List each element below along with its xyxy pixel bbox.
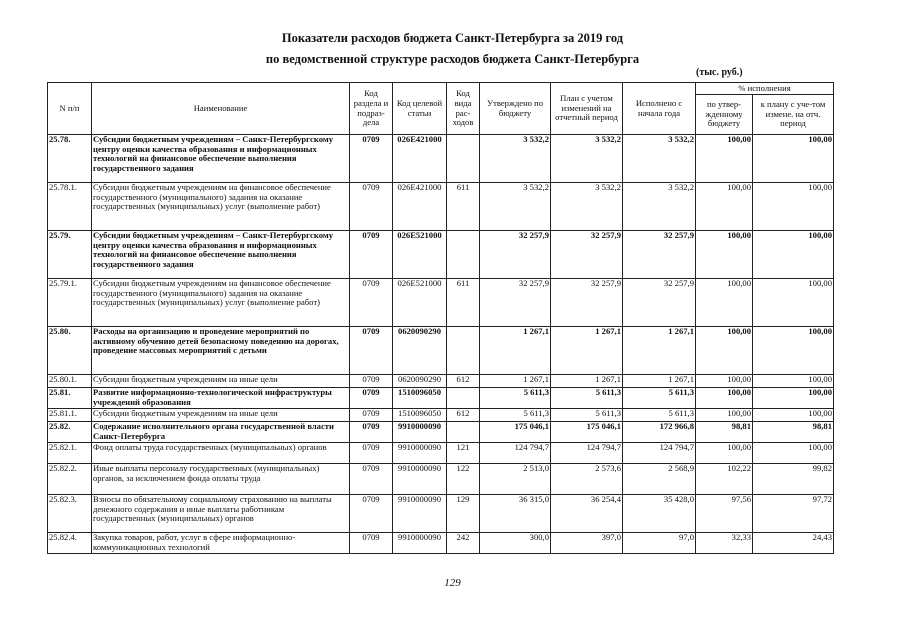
- row-approved-cell: 175 046,1: [480, 422, 551, 443]
- row-approved-cell: 3 532,2: [480, 135, 551, 183]
- row-approved-cell: 3 532,2: [480, 183, 551, 231]
- row-section-code-cell: 0709: [350, 183, 393, 231]
- row-name-cell: Развитие информационно-технологической инфраструктуры учреждений образования: [92, 388, 350, 409]
- row-name-cell: Иные выплаты персоналу государственных (муниципальных) органов, за исключением фонда оплаты труда: [92, 464, 350, 495]
- row-target-code-cell: 1510096050: [393, 409, 447, 422]
- row-target-code-cell: 9910000090: [393, 422, 447, 443]
- row-target-code-cell: 9910000090: [393, 495, 447, 533]
- page-number: 129: [444, 577, 461, 589]
- row-expense-type-cell: [447, 422, 480, 443]
- report-title-line2: по ведомственной структуре расходов бюджета Санкт-Петербурга: [265, 52, 640, 66]
- row-pct-approved-cell: 102,22: [696, 464, 753, 495]
- row-number-cell: 25.82.1.: [48, 443, 92, 464]
- row-section-code-cell: 0709: [350, 533, 393, 554]
- row-name-cell: Субсидии бюджетным учреждениям – Санкт-Петербургскому центру оценки качества образования и информационных технологий на финансовое обеспечение выполнения государственного задания: [92, 231, 350, 279]
- row-executed-cell: 1 267,1: [623, 375, 696, 388]
- row-expense-type-cell: 121: [447, 443, 480, 464]
- row-pct-plan-cell: 100,00: [753, 279, 834, 327]
- row-target-code-cell: 026Е521000: [393, 279, 447, 327]
- table-row: [48, 388, 834, 409]
- row-name-cell: Закупка товаров, работ, услуг в сфере информационно-коммуникационных технологий: [92, 533, 350, 554]
- header-pct-group: % исполнения: [696, 83, 834, 95]
- row-expense-type-cell: [447, 388, 480, 409]
- row-section-code-cell: 0709: [350, 495, 393, 533]
- row-approved-cell: 124 794,7: [480, 443, 551, 464]
- row-expense-type-cell: 611: [447, 279, 480, 327]
- row-expense-type-cell: [447, 135, 480, 183]
- row-number-cell: 25.80.1.: [48, 375, 92, 388]
- row-plan-cell: 5 611,3: [551, 388, 623, 409]
- row-pct-approved-cell: 100,00: [696, 409, 753, 422]
- row-approved-cell: 32 257,9: [480, 231, 551, 279]
- row-expense-type-cell: 612: [447, 409, 480, 422]
- row-executed-cell: 3 532,2: [623, 183, 696, 231]
- row-section-code-cell: 0709: [350, 279, 393, 327]
- row-plan-cell: 3 532,2: [551, 135, 623, 183]
- row-pct-plan-cell: 100,00: [753, 183, 834, 231]
- table-row: [48, 409, 834, 422]
- header-executed: Исполнено с начала года: [623, 83, 696, 135]
- row-pct-approved-cell: 97,56: [696, 495, 753, 533]
- row-section-code-cell: 0709: [350, 231, 393, 279]
- row-plan-cell: 5 611,3: [551, 409, 623, 422]
- row-section-code-cell: 0709: [350, 409, 393, 422]
- row-plan-cell: 1 267,1: [551, 327, 623, 375]
- row-pct-plan-cell: 100,00: [753, 231, 834, 279]
- row-name-cell: Субсидии бюджетным учреждениям на финансовое обеспечение государственного (муниципального) задания на оказание государственных (муниципальных) услуг (выполнение работ): [92, 183, 350, 231]
- row-plan-cell: 1 267,1: [551, 375, 623, 388]
- row-pct-approved-cell: 100,00: [696, 388, 753, 409]
- row-executed-cell: 172 966,8: [623, 422, 696, 443]
- row-approved-cell: 1 267,1: [480, 375, 551, 388]
- row-pct-approved-cell: 100,00: [696, 231, 753, 279]
- units-label: (тыс. руб.): [696, 67, 743, 78]
- row-target-code-cell: 026Е421000: [393, 183, 447, 231]
- row-plan-cell: 124 794,7: [551, 443, 623, 464]
- row-section-code-cell: 0709: [350, 422, 393, 443]
- row-name-cell: Субсидии бюджетным учреждениям на финансовое обеспечение государственного (муниципального) задания на оказание государственных (муниципальных) услуг (выполнение работ): [92, 279, 350, 327]
- row-number-cell: 25.79.: [48, 231, 92, 279]
- row-section-code-cell: 0709: [350, 443, 393, 464]
- header-pct-approved: по утвер-жденному бюджету: [696, 95, 753, 135]
- table-row: [48, 495, 834, 533]
- row-expense-type-cell: 122: [447, 464, 480, 495]
- row-target-code-cell: 9910000090: [393, 443, 447, 464]
- row-pct-approved-cell: 98,81: [696, 422, 753, 443]
- table-body: [48, 135, 834, 554]
- table-row: [48, 533, 834, 554]
- row-pct-plan-cell: 100,00: [753, 375, 834, 388]
- row-target-code-cell: 9910000090: [393, 533, 447, 554]
- row-number-cell: 25.78.: [48, 135, 92, 183]
- row-approved-cell: 1 267,1: [480, 327, 551, 375]
- row-executed-cell: 2 568,9: [623, 464, 696, 495]
- table-row: [48, 183, 834, 231]
- row-pct-approved-cell: 100,00: [696, 375, 753, 388]
- row-plan-cell: 397,0: [551, 533, 623, 554]
- row-expense-type-cell: [447, 327, 480, 375]
- row-plan-cell: 175 046,1: [551, 422, 623, 443]
- row-pct-approved-cell: 100,00: [696, 443, 753, 464]
- row-pct-plan-cell: 100,00: [753, 409, 834, 422]
- row-pct-plan-cell: 97,72: [753, 495, 834, 533]
- row-section-code-cell: 0709: [350, 327, 393, 375]
- table-row: [48, 422, 834, 443]
- row-section-code-cell: 0709: [350, 464, 393, 495]
- budget-table: [47, 82, 834, 554]
- row-expense-type-cell: [447, 231, 480, 279]
- table-row: [48, 279, 834, 327]
- row-target-code-cell: 9910000090: [393, 464, 447, 495]
- row-pct-plan-cell: 24,43: [753, 533, 834, 554]
- row-target-code-cell: 1510096050: [393, 388, 447, 409]
- row-pct-plan-cell: 100,00: [753, 388, 834, 409]
- header-name: Наименование: [92, 83, 350, 135]
- table-row: [48, 464, 834, 495]
- row-approved-cell: 36 315,0: [480, 495, 551, 533]
- row-approved-cell: 2 513,0: [480, 464, 551, 495]
- header-expense-type-code: Код вида рас-ходов: [447, 83, 480, 135]
- row-executed-cell: 1 267,1: [623, 327, 696, 375]
- table-row: [48, 135, 834, 183]
- row-target-code-cell: 0620090290: [393, 375, 447, 388]
- row-executed-cell: 124 794,7: [623, 443, 696, 464]
- table-row: [48, 327, 834, 375]
- table-row: [48, 443, 834, 464]
- row-number-cell: 25.81.1.: [48, 409, 92, 422]
- table-row: [48, 231, 834, 279]
- row-pct-plan-cell: 100,00: [753, 327, 834, 375]
- row-pct-approved-cell: 100,00: [696, 135, 753, 183]
- row-target-code-cell: 0620090290: [393, 327, 447, 375]
- row-number-cell: 25.82.4.: [48, 533, 92, 554]
- row-executed-cell: 97,0: [623, 533, 696, 554]
- row-pct-plan-cell: 100,00: [753, 135, 834, 183]
- row-expense-type-cell: 242: [447, 533, 480, 554]
- row-expense-type-cell: 611: [447, 183, 480, 231]
- row-pct-approved-cell: 100,00: [696, 327, 753, 375]
- header-approved: Утверждено по бюджету: [480, 83, 551, 135]
- row-plan-cell: 3 532,2: [551, 183, 623, 231]
- table-row: [48, 375, 834, 388]
- row-name-cell: Фонд оплаты труда государственных (муниципальных) органов: [92, 443, 350, 464]
- row-number-cell: 25.78.1.: [48, 183, 92, 231]
- header-section-code: Код раздела и подраз-дела: [350, 83, 393, 135]
- header-pct-plan: к плану с уче-том измене. на отч. период: [753, 95, 834, 135]
- row-approved-cell: 300,0: [480, 533, 551, 554]
- row-pct-approved-cell: 32,33: [696, 533, 753, 554]
- header-plan: План с учетом изменений на отчетный период: [551, 83, 623, 135]
- row-pct-plan-cell: 100,00: [753, 443, 834, 464]
- row-section-code-cell: 0709: [350, 135, 393, 183]
- row-number-cell: 25.82.2.: [48, 464, 92, 495]
- row-executed-cell: 3 532,2: [623, 135, 696, 183]
- row-section-code-cell: 0709: [350, 388, 393, 409]
- row-pct-plan-cell: 98,81: [753, 422, 834, 443]
- row-number-cell: 25.82.: [48, 422, 92, 443]
- row-executed-cell: 35 428,0: [623, 495, 696, 533]
- row-name-cell: Субсидии бюджетным учреждениям – Санкт-Петербургскому центру оценки качества образования и информационных технологий на финансовое обеспечение выполнения государственного задания: [92, 135, 350, 183]
- row-expense-type-cell: 129: [447, 495, 480, 533]
- row-number-cell: 25.79.1.: [48, 279, 92, 327]
- report-title-line1: Показатели расходов бюджета Санкт-Петербурга за 2019 год: [281, 31, 624, 45]
- row-name-cell: Содержание исполнительного органа государственной власти Санкт-Петербурга: [92, 422, 350, 443]
- row-executed-cell: 32 257,9: [623, 231, 696, 279]
- row-executed-cell: 5 611,3: [623, 388, 696, 409]
- row-plan-cell: 32 257,9: [551, 231, 623, 279]
- row-target-code-cell: 026Е421000: [393, 135, 447, 183]
- header-num: N п/п: [48, 83, 92, 135]
- row-approved-cell: 5 611,3: [480, 409, 551, 422]
- row-approved-cell: 32 257,9: [480, 279, 551, 327]
- row-number-cell: 25.82.3.: [48, 495, 92, 533]
- row-pct-approved-cell: 100,00: [696, 279, 753, 327]
- row-section-code-cell: 0709: [350, 375, 393, 388]
- row-target-code-cell: 026Е521000: [393, 231, 447, 279]
- row-executed-cell: 32 257,9: [623, 279, 696, 327]
- row-plan-cell: 32 257,9: [551, 279, 623, 327]
- row-name-cell: Расходы на организацию и проведение мероприятий по активному обучению детей безопасному поведению на дорогах, проведение массовых мероприятий с детьми: [92, 327, 350, 375]
- row-executed-cell: 5 611,3: [623, 409, 696, 422]
- row-plan-cell: 2 573,6: [551, 464, 623, 495]
- row-name-cell: Субсидии бюджетным учреждениям на иные цели: [92, 409, 350, 422]
- row-name-cell: Взносы по обязательному социальному страхованию на выплаты денежного содержания и иные выплаты работникам государственных (муниципальных) органов: [92, 495, 350, 533]
- row-approved-cell: 5 611,3: [480, 388, 551, 409]
- row-plan-cell: 36 254,4: [551, 495, 623, 533]
- row-pct-plan-cell: 99,82: [753, 464, 834, 495]
- row-name-cell: Субсидии бюджетным учреждениям на иные цели: [92, 375, 350, 388]
- row-number-cell: 25.81.: [48, 388, 92, 409]
- row-pct-approved-cell: 100,00: [696, 183, 753, 231]
- row-expense-type-cell: 612: [447, 375, 480, 388]
- header-target-code: Код целевой статьи: [393, 83, 447, 135]
- row-number-cell: 25.80.: [48, 327, 92, 375]
